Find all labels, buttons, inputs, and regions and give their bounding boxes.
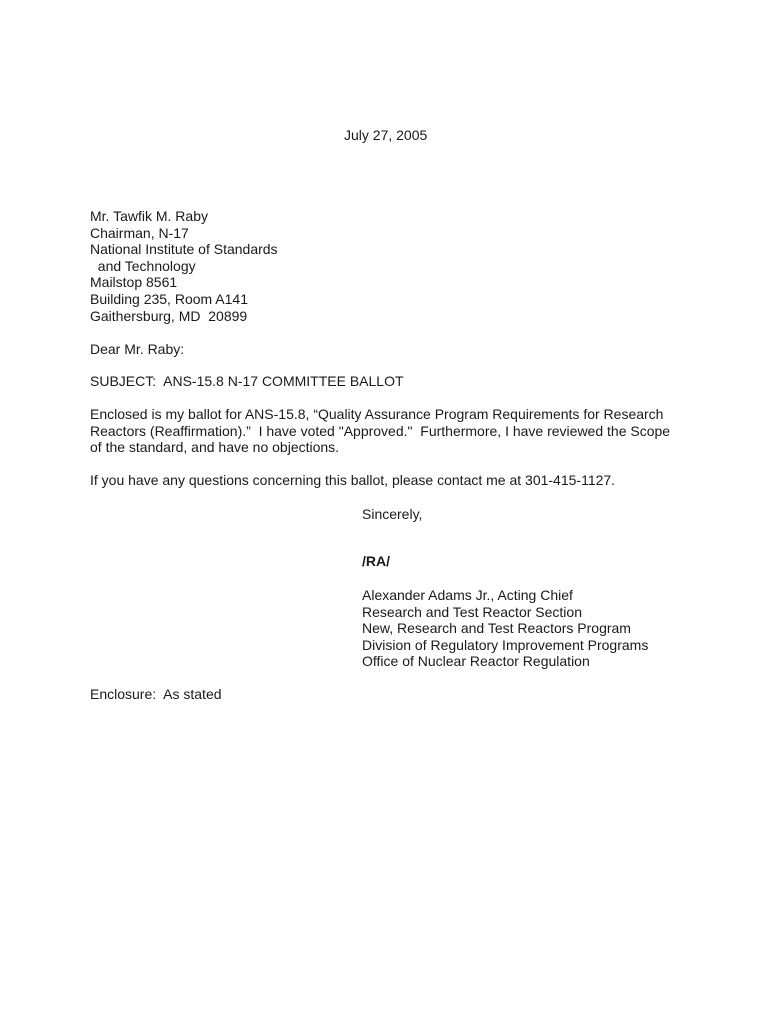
recipient-address	[90, 208, 278, 324]
recipient-org-line-2: and Technology	[90, 257, 196, 274]
letter-date: July 27, 2005	[344, 127, 428, 143]
subject-line: SUBJECT: ANS-15.8 N-17 COMMITTEE BALLOT	[90, 373, 404, 389]
recipient-org-line-1: National Institute of Standards	[90, 241, 278, 258]
signatory-division: Division of Regulatory Improvement Programs	[362, 636, 649, 653]
signatory-block	[362, 587, 648, 670]
salutation: Dear Mr. Raby:	[90, 341, 185, 357]
signatory-section: Research and Test Reactor Section	[362, 603, 582, 620]
body-paragraph-1-line-1: Enclosed is my ballot for ANS-15.8, “Quality Assurance Program Requirements for Research	[90, 406, 664, 422]
signatory-office: Office of Nuclear Reactor Regulation	[362, 653, 590, 670]
recipient-city: Gaithersburg, MD 20899	[90, 307, 248, 324]
recipient-title: Chairman, N-17	[90, 224, 189, 241]
body-paragraph-1-line-3: of the standard, and have no objections.	[90, 439, 340, 456]
enclosure-note: Enclosure: As stated	[90, 686, 222, 702]
signature: /RA/	[362, 553, 390, 569]
body-paragraph-1	[90, 406, 670, 456]
recipient-mailstop: Mailstop 8561	[90, 274, 178, 291]
body-paragraph-2: If you have any questions concerning this ballot, please contact me at 301-415-1127.	[90, 472, 616, 488]
body-paragraph-1-line-2: Reactors (Reaffirmation).” I have voted "Approved." Furthermore, I have reviewed the Scope	[90, 422, 671, 439]
signatory-program: New, Research and Test Reactors Program	[362, 620, 631, 637]
signatory-name: Alexander Adams Jr., Acting Chief	[362, 587, 573, 603]
recipient-name: Mr. Tawfik M. Raby	[90, 208, 208, 224]
recipient-building: Building 235, Room A141	[90, 290, 248, 307]
closing: Sincerely,	[362, 506, 423, 522]
